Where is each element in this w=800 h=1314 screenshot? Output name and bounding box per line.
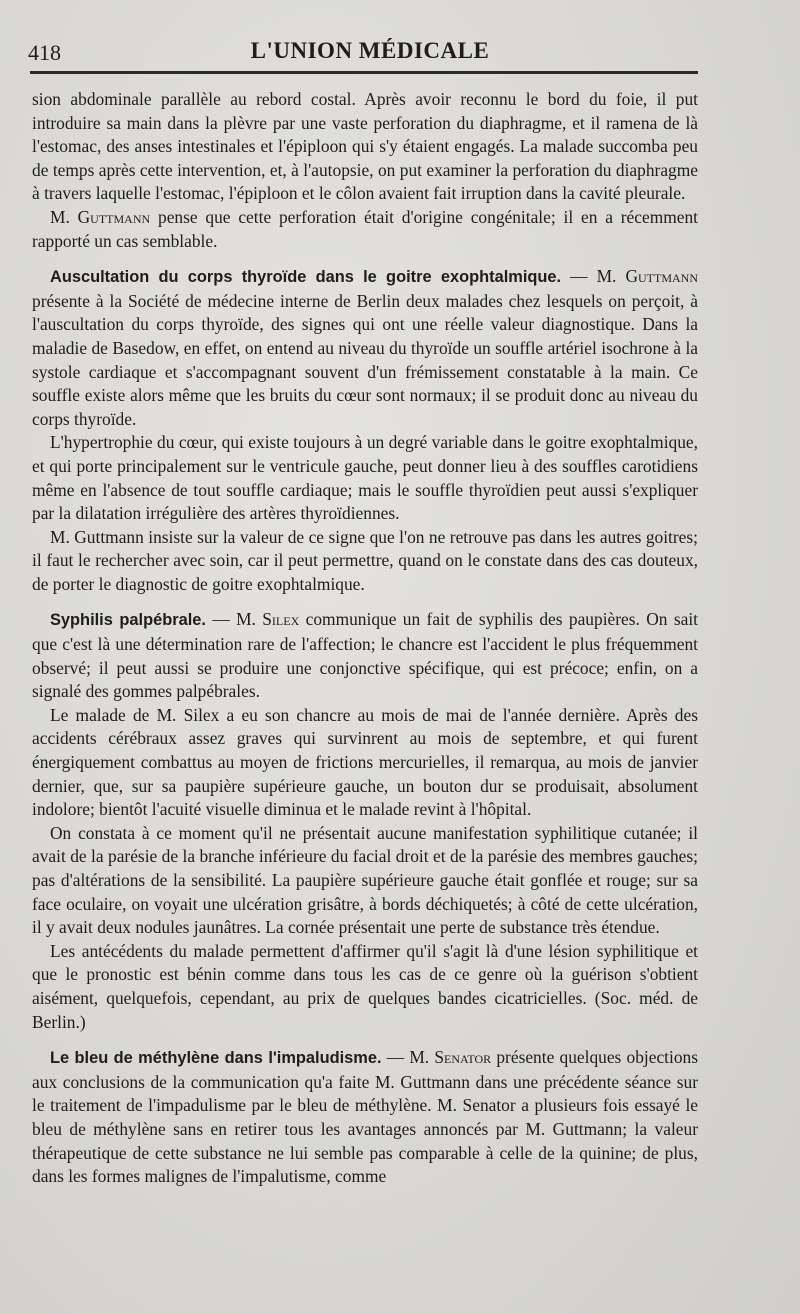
paragraph-8: On constata à ce moment qu'il ne présentait aucune manifestation syphilitique cutanée; il avait de la parésie de la branche inférieure du facial droit et de la parésie des membres gauches; pas d'altérations de la sensibilité. La paupière supérieure gauche était gonflée et rouge; sur sa face oculaire, on voyait une ulcération grisâtre, à bords déchiquetés; à côté de cette ulcération, il y avait deux nodules jaunâtres. La cornée présentait une perte de substance très étendue. [32, 822, 698, 938]
author-name: Senator [434, 1047, 492, 1068]
heading-dash: — [561, 266, 597, 287]
paragraph-5: M. Guttmann insiste sur la valeur de ce signe que l'on ne retrouve pas dans les autres goitres; il faut le rechercher avec soin, car il peut permettre, quand on le constate dans des cas douteux, de porter le diagnostic de goitre exophtalmique. [32, 526, 698, 594]
paragraph-10 [32, 1046, 698, 1189]
paragraph-text: présente à la Société de médecine interne de Berlin deux malades chez lesquels on perçoit, à l'auscultation du corps thyroïde, des signes qui ont une réelle valeur diagnostique. Dans la maladie de Basedow, en effet, on entend au niveau du thyroïde un souffle artériel isochrone à la systole cardiaque et s'accompagnant souvent d'un frémissement constatable à la main. Ce souffle existe alors même que les bruits du cœur sont normaux; il se produit donc au niveau du corps thyroïde. [32, 290, 698, 429]
paragraph-4: L'hypertrophie du cœur, qui existe toujours à un degré variable dans le goitre exophtalmique, et qui porte principalement sur le ventricule gauche, peut donner lieu à des souffles carotidiens même en l'absence de tout souffle cardiaque; mais le souffle thyroïdien peut aussi s'expliquer par la dilatation irrégulière des artères thyroïdiennes. [32, 432, 698, 524]
heading-dash: — M. [381, 1047, 435, 1068]
paragraph-2 [32, 206, 698, 253]
heading-dash: — M. [205, 609, 263, 630]
section-heading-auscultation: Auscultation du corps thyroïde dans le goitre exophtalmique. [50, 268, 562, 287]
article-body [32, 88, 698, 1189]
header-rule [30, 71, 698, 74]
author-name: M. Guttmann [50, 206, 151, 227]
paragraph-text: présente quelques objections aux conclusions de la communication qu'a faite M. Guttmann dans une précédente séance sur le traitement de l'impadulisme par le bleu de méthylène. M. Senator a plusieurs fois essayé le bleu de méthylène sans en retirer tous les avantages annoncés par M. Guttmann; la valeur thérapeutique de cette substance ne lui semble pas comparable à celle de la quinine; de plus, dans les formes malignes de l'impalutisme, comme [32, 1047, 699, 1187]
paragraph-text: pense que cette perforation était d'origine congénitale; il en a récemment rapporté un cas semblable. [32, 206, 698, 251]
paragraph-3 [32, 265, 698, 431]
paragraph-7: Le malade de M. Silex a eu son chancre au mois de mai de l'année dernière. Après des accidents cérébraux assez graves qui survinrent au mois de septembre, et qui furent énergiquement combattus au moyen de frictions mercurielles, il remarqua, au mois de janvier dernier, que, sur sa paupière supérieure gauche, un bouton dur se produisait, absolument indolore; bientôt l'acuité visuelle diminua et le malade revint à l'hôpital. [32, 704, 698, 820]
paragraph-1: sion abdominale parallèle au rebord costal. Après avoir reconnu le bord du foie, il put introduire sa main dans la plèvre par une vaste perforation du diaphragme, et il ramena de là l'estomac, des anses intestinales et l'épiploon qui s'y étaient engagés. La malade succomba peu de temps après cette intervention, et, à l'autopsie, on put examiner la perforation du diaphragme à travers laquelle l'estomac, l'épiploon et le côlon avaient fait irruption dans la cavité pleurale. [32, 89, 698, 204]
author-name: Silex [262, 609, 300, 630]
paragraph-9: Les antécédents du malade permettent d'affirmer qu'il s'agit là d'une lésion syphilitique et que le pronostic est bénin comme dans tous les cas de ce genre où la guérison s'obtient aisément, quelquefois, cependant, au prix de quelques bandes cicatricielles. (Soc. méd. de Berlin.) [32, 940, 698, 1032]
paragraph-6 [32, 608, 698, 703]
page-number: 418 [28, 40, 61, 65]
section-heading-syphilis: Syphilis palpébrale. [50, 611, 206, 630]
journal-title: L'UNION MÉDICALE [250, 38, 490, 63]
section-heading-methylene: Le bleu de méthylène dans l'impaludisme. [50, 1049, 382, 1068]
author-name: M. Guttmann [596, 266, 698, 287]
paragraph-text: communique un fait de syphilis des paupières. On sait que c'est là une détermination rare de l'affection; le chancre est l'accident le plus fréquemment observé; il peut aussi se produire une conjonctive spécifique, qui est précoce; enfin, on a signalé des gommes palpébrales. [32, 609, 698, 702]
